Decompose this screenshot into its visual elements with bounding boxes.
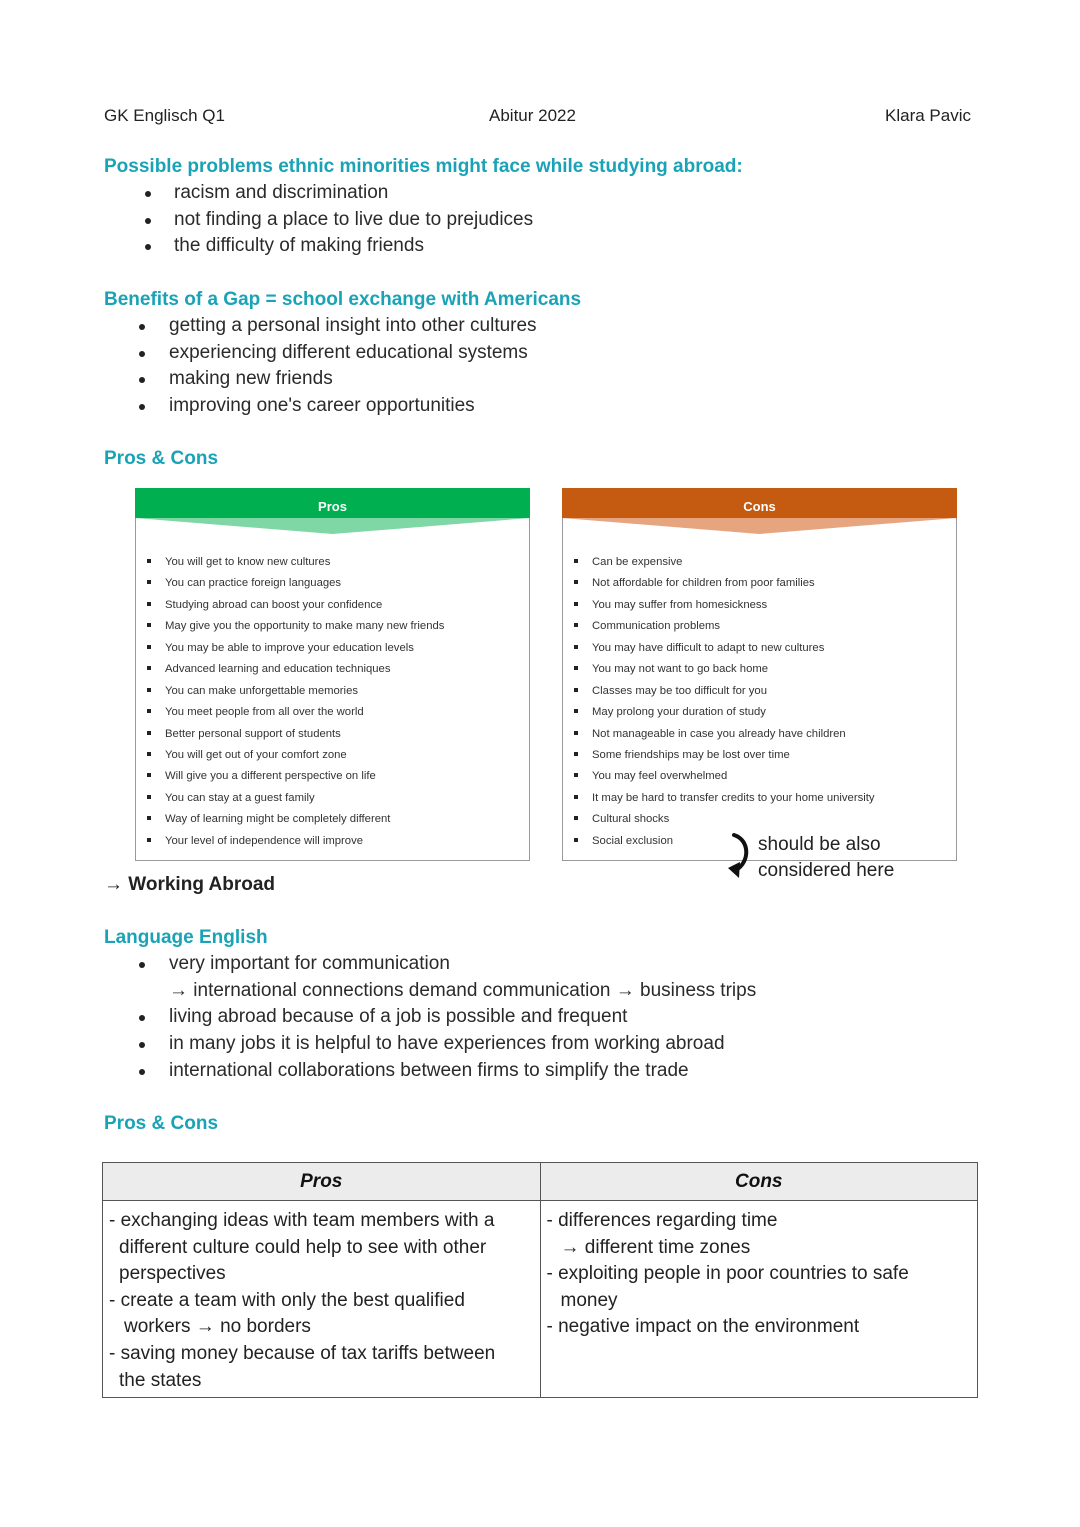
list-item: Communication problems [592,618,875,639]
list-item: Some friendships may be lost over time [592,747,875,768]
list-item: not finding a place to live due to prejudices [174,207,533,234]
table-line: - exchanging ideas with team members with a [109,1210,495,1231]
list-item: very important for communication [169,951,756,978]
list-item: You may have difficult to adapt to new cultures [592,640,875,661]
study-cons-list [592,554,875,854]
list-item: You can make unforgettable memories [165,683,444,704]
study-pros-label: Pros [318,499,347,514]
list-item: You may suffer from homesickness [592,597,875,618]
work-cons-header: Cons [540,1163,978,1201]
list-item: May prolong your duration of study [592,704,875,725]
study-pros-box [135,488,530,861]
table-line: different culture could help to see with other [119,1236,487,1258]
problems-list [174,180,533,260]
list-item: racism and discrimination [174,180,533,207]
work-pros-cons-table [102,1162,978,1398]
study-cons-header [562,488,957,536]
header-course: GK Englisch Q1 [104,106,225,125]
language-list [169,951,756,1084]
list-item: You can stay at a guest family [165,790,444,811]
list-item: You will get out of your comfort zone [165,747,444,768]
list-item: getting a personal insight into other cultures [169,313,537,340]
list-item: living abroad because of a job is possible and frequent [169,1004,756,1031]
list-item: You meet people from all over the world [165,704,444,725]
list-item: Your level of independence will improve [165,833,444,854]
list-item: Studying abroad can boost your confidence [165,597,444,618]
list-item: improving one's career opportunities [169,393,537,420]
table-line: - differences regarding time [546,1210,778,1231]
list-item: Social exclusion [592,833,875,854]
table-line: - create a team with only the best qualified [109,1289,465,1311]
table-line: workers → no borders [124,1316,311,1338]
table-line: → different time zones [560,1236,751,1258]
list-item: It may be hard to transfer credits to your home university [592,790,875,811]
language-title: Language English [104,927,268,948]
work-cons-cell [540,1201,978,1398]
study-pros-header [135,488,530,536]
list-item: Can be expensive [592,554,875,575]
benefits-title: Benefits of a Gap = school exchange with Americans [104,289,582,310]
table-line: the states [119,1369,202,1391]
work-pros-header: Pros [103,1163,541,1201]
list-item: experiencing different educational systems [169,340,537,367]
list-item: You may be able to improve your education levels [165,640,444,661]
study-cons-label: Cons [743,499,776,514]
list-item: Cultural shocks [592,811,875,832]
study-pros-cons-title: Pros & Cons [104,448,219,469]
work-pros-cell [103,1201,541,1398]
working-abroad-heading: → Working Abroad [104,874,275,895]
header-exam: Abitur 2022 [489,106,576,125]
problems-title: Possible problems ethnic minorities might face while studying abroad: [104,156,743,177]
list-item: Will give you a different perspective on life [165,768,444,789]
list-item: Classes may be too difficult for you [592,683,875,704]
list-item: You will get to know new cultures [165,554,444,575]
list-item: in many jobs it is helpful to have experiences from working abroad [169,1031,756,1058]
study-cons-box [562,488,957,861]
work-pros-cons-title: Pros & Cons [104,1113,219,1134]
list-item: You may not want to go back home [592,661,875,682]
consider-note: should be also considered here [758,834,895,881]
curved-arrow-icon [726,832,752,882]
table-line: perspectives [119,1263,226,1285]
list-item: You may feel overwhelmed [592,768,875,789]
list-item: Not affordable for children from poor families [592,575,875,596]
list-item: making new friends [169,366,537,393]
list-item: Way of learning might be completely different [165,811,444,832]
list-item: May give you the opportunity to make many new friends [165,618,444,639]
list-item: You can practice foreign languages [165,575,444,596]
list-item: Better personal support of students [165,726,444,747]
list-item: the difficulty of making friends [174,233,533,260]
list-item: Not manageable in case you already have children [592,726,875,747]
table-line: money [560,1289,618,1311]
study-pros-list [165,554,444,854]
benefits-list [169,313,537,420]
list-item-sub: → international connections demand communication → business trips [169,979,757,1001]
list-item: Advanced learning and education techniques [165,661,444,682]
table-line: - saving money because of tax tariffs between [109,1342,496,1364]
table-line: - exploiting people in poor countries to safe [546,1263,909,1285]
header-author: Klara Pavic [885,106,971,125]
list-item: international collaborations between firms to simplify the trade [169,1058,756,1085]
table-line: - negative impact on the environment [546,1316,860,1338]
